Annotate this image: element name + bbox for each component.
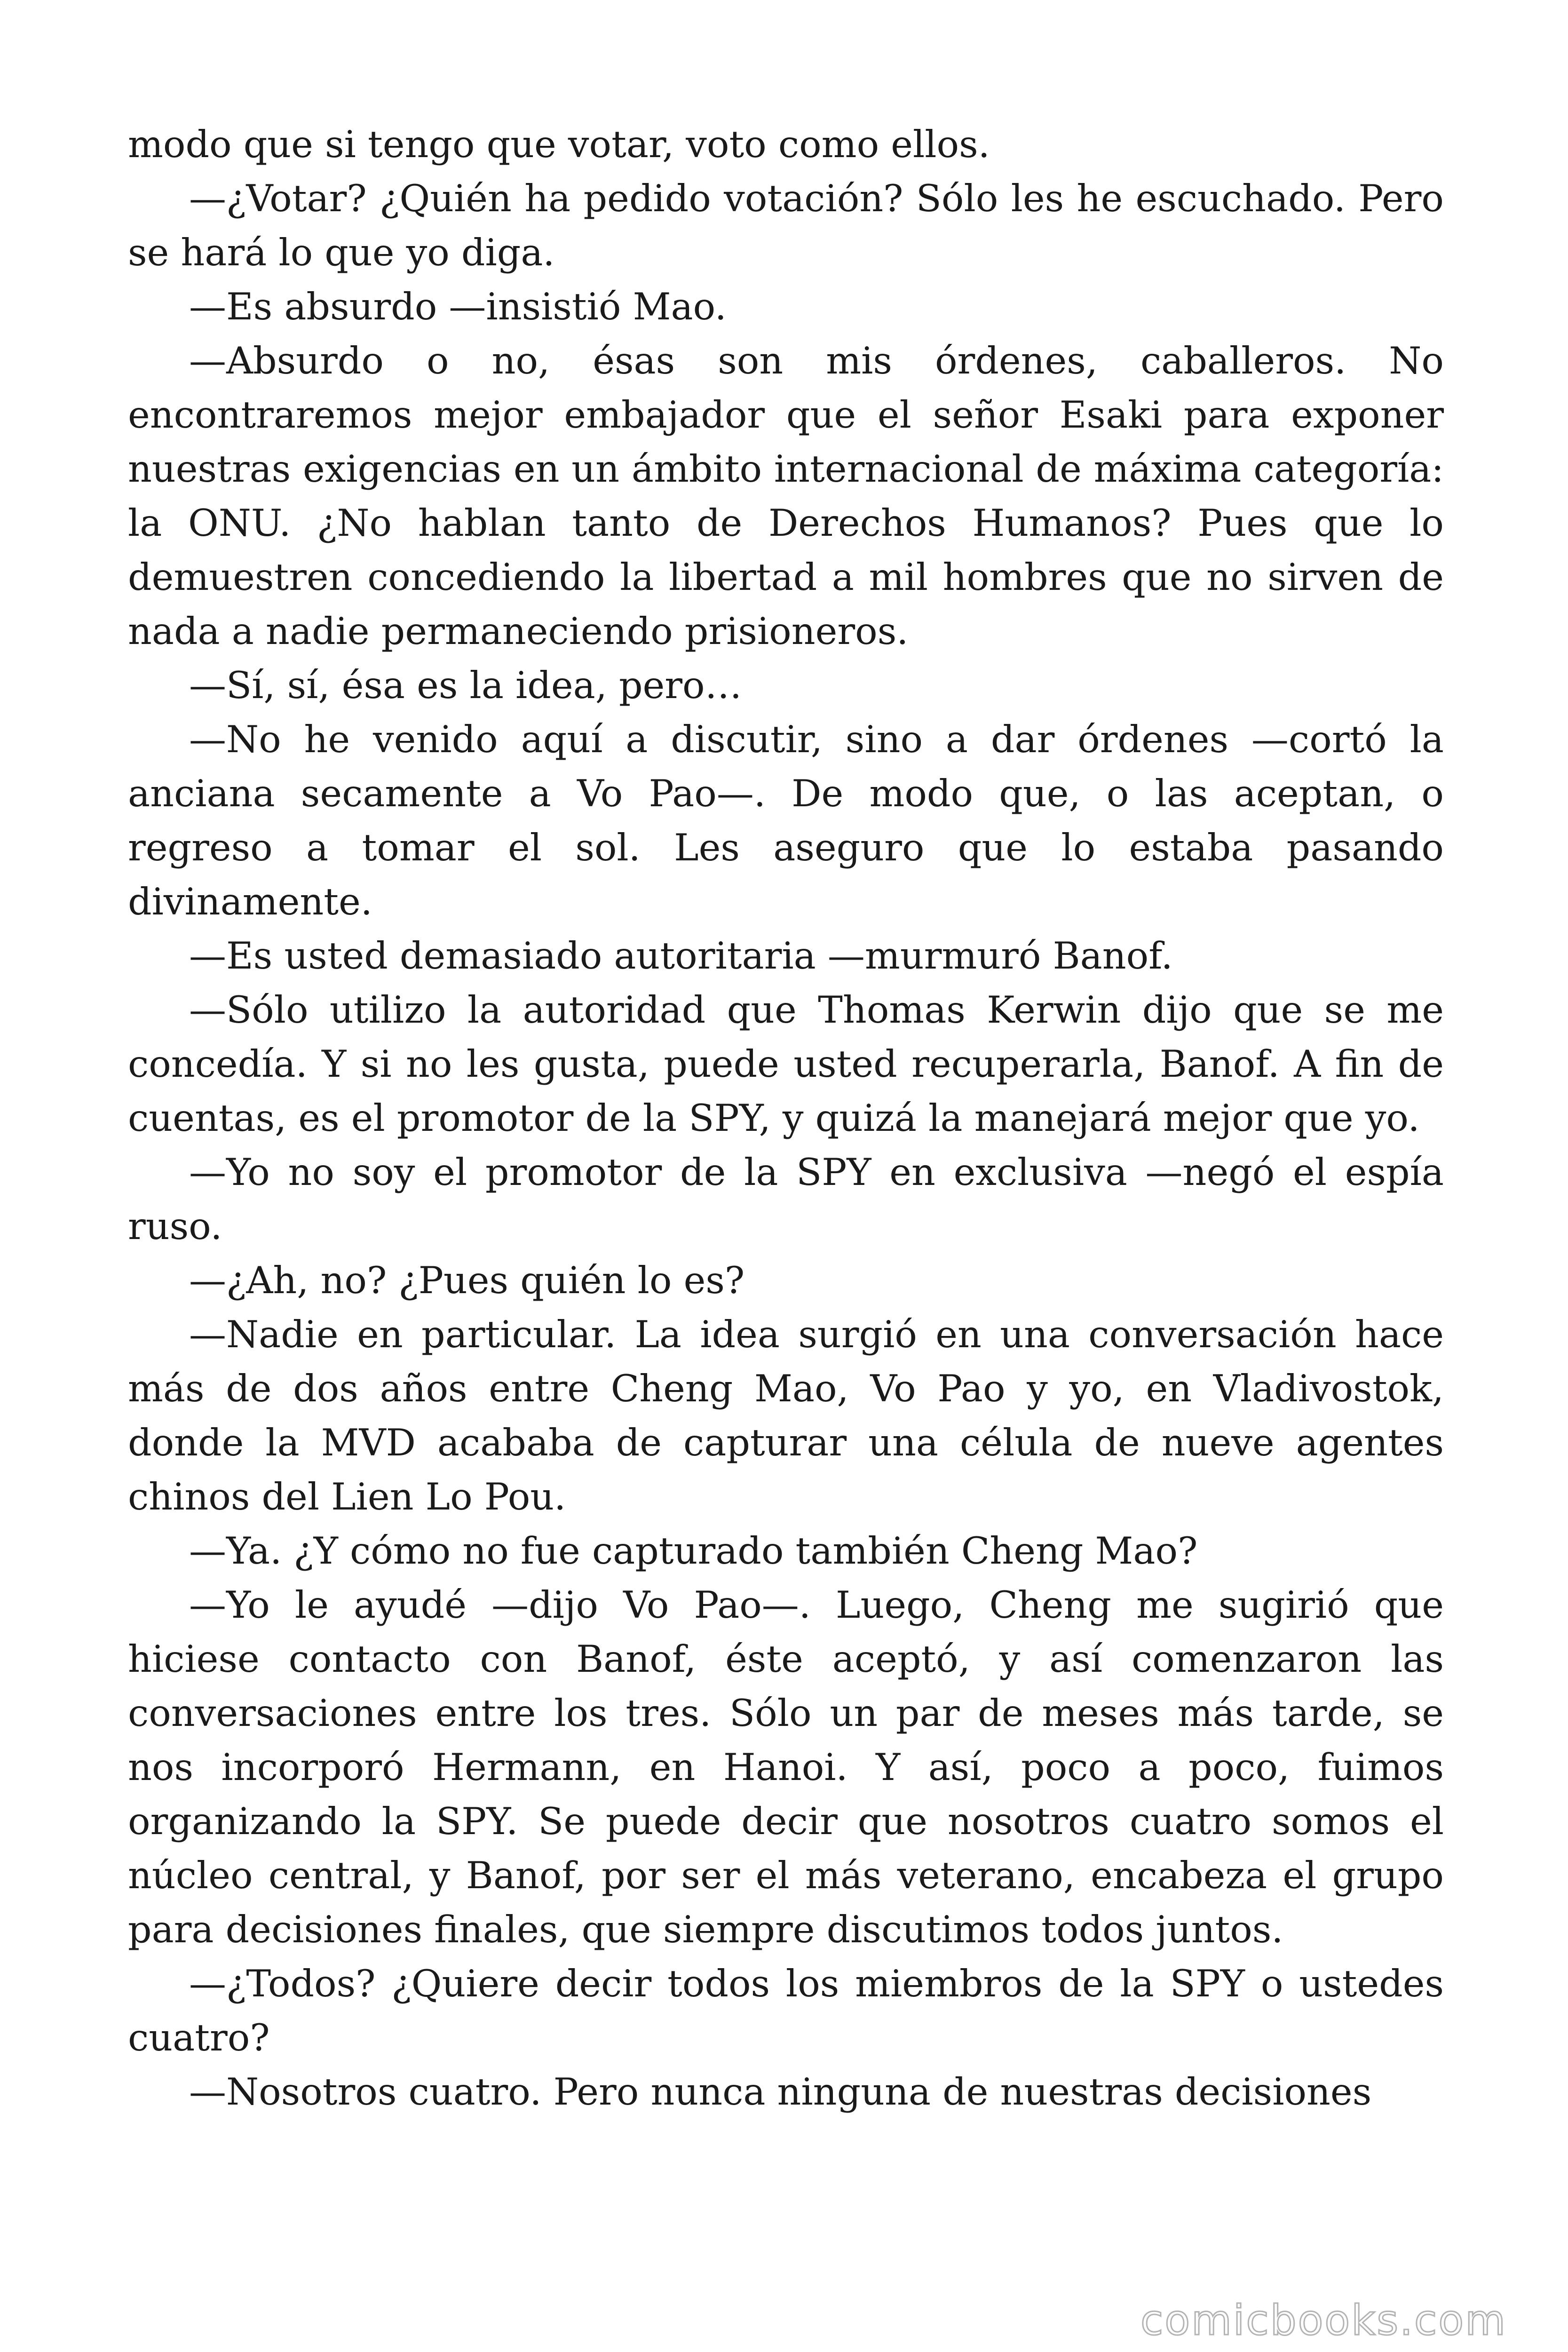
paragraph-4: —Absurdo o no, ésas son mis órdenes, caballeros. No encontraremos mejor embajador que el señor Esaki para exponer nuestras exigencias en un ámbito internacional de máxima categoría: la ONU. ¿No hablan tanto de Derechos Humanos? Pues que lo demuestren concediendo la libertad a mil hombres que no sirven de nada a nadie permaneciendo prisioneros. (128, 339, 1444, 653)
paragraph-11: —Nadie en particular. La idea surgió en una conversación hace más de dos años entre Cheng Mao, Vo Pao y yo, en Vladivostok, donde la MVD acababa de capturar una célula de nueve agentes chinos del Lien Lo Pou. (128, 1313, 1444, 1518)
paragraph-1: modo que si tengo que votar, voto como ellos. (128, 123, 990, 166)
paragraph-14: —¿Todos? ¿Quiere decir todos los miembros de la SPY o ustedes cuatro? (128, 1962, 1444, 2059)
page-body (128, 118, 1444, 2119)
paragraph-2: —¿Votar? ¿Quién ha pedido votación? Sólo les he escuchado. Pero se hará lo que yo diga. (128, 177, 1444, 274)
paragraph-12: —Ya. ¿Y cómo no fue capturado también Cheng Mao? (189, 1529, 1198, 1573)
site-watermark: comicbooks.com (1140, 2296, 1507, 2344)
paragraph-7: —Es usted demasiado autoritaria —murmuró Banof. (189, 934, 1173, 977)
paragraph-10: —¿Ah, no? ¿Pues quién lo es? (189, 1259, 745, 1302)
paragraph-15: —Nosotros cuatro. Pero nunca ninguna de nuestras decisiones (189, 2070, 1372, 2114)
paragraph-6: —No he venido aquí a discutir, sino a dar órdenes —cortó la anciana secamente a Vo Pao—. De modo que, o las aceptan, o regreso a tomar el sol. Les aseguro que lo estaba pasando divinamente. (128, 718, 1444, 923)
paragraph-5: —Sí, sí, ésa es la idea, pero… (189, 664, 742, 707)
paragraph-8: —Sólo utilizo la autoridad que Thomas Kerwin dijo que se me concedía. Y si no les gusta, puede usted recuperarla, Banof. A fin de cuentas, es el promotor de la SPY, y quizá la manejará mejor que yo. (128, 988, 1444, 1140)
paragraph-13: —Yo le ayudé —dijo Vo Pao—. Luego, Cheng me sugirió que hiciese contacto con Banof, éste aceptó, y así comenzaron las conversaciones entre los tres. Sólo un par de meses más tarde, se nos incorporó Hermann, en Hanoi. Y así, poco a poco, fuimos organizando la SPY. Se puede decir que nosotros cuatro somos el núcleo central, y Banof, por ser el más veterano, encabeza el grupo para decisiones finales, que siempre discutimos todos juntos. (128, 1583, 1444, 1951)
paragraph-3: —Es absurdo —insistió Mao. (189, 285, 727, 328)
paragraph-9: —Yo no soy el promotor de la SPY en exclusiva —negó el espía ruso. (128, 1151, 1444, 1248)
